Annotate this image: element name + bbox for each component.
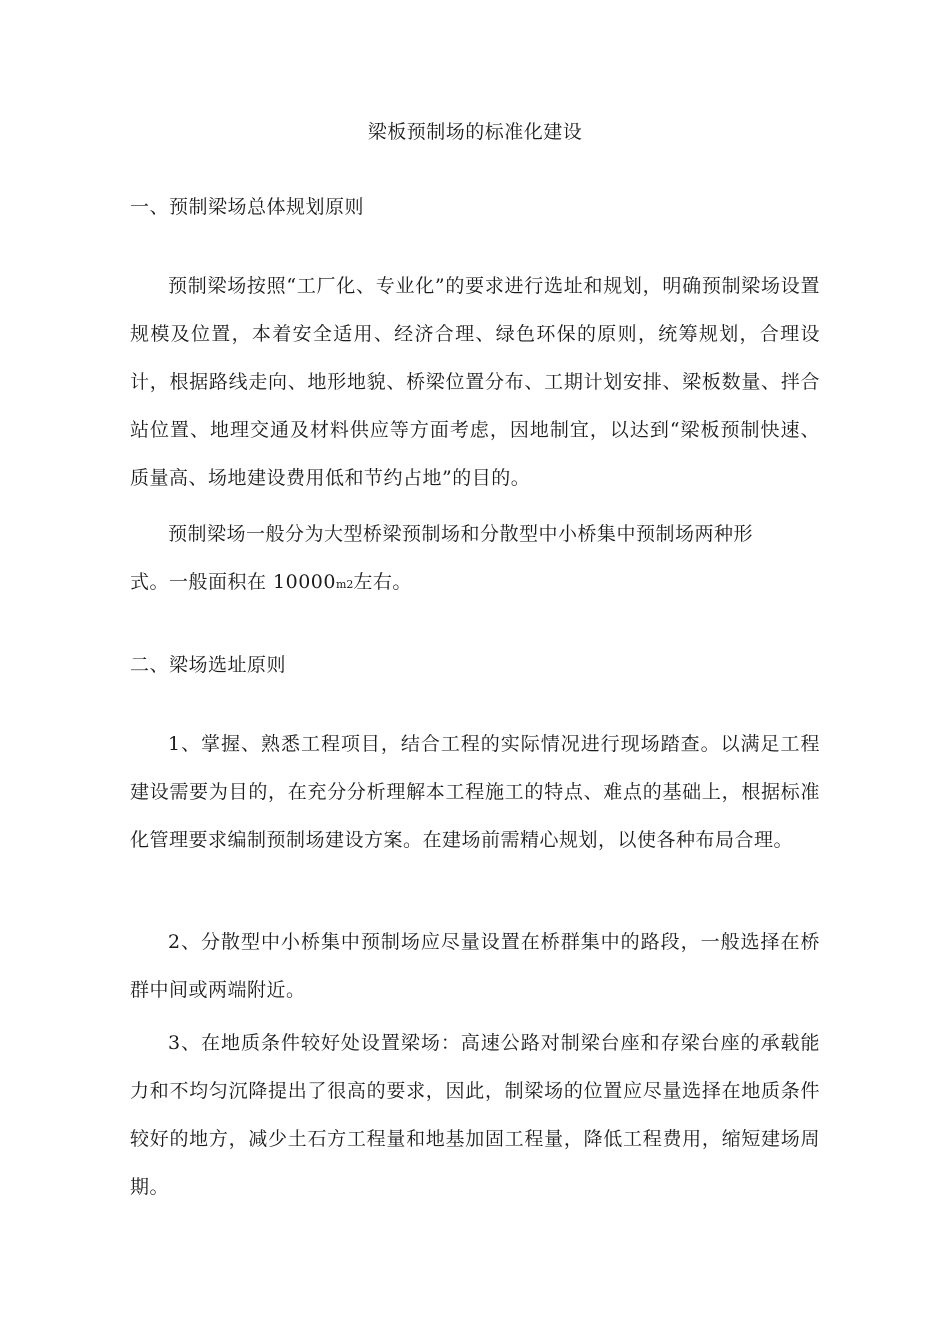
paragraph-planning-principles: 预制梁场按照“工厂化、专业化”的要求进行选址和规划，明确预制梁场设置规模及位置，本着安全适用、经济合理、绿色环保的原则，统筹规划，合理设计，根据路线走向、地形地貌、桥梁位置分布、工期计划安排、梁板数量、拌合站位置、地理交通及材料供应等方面考虑，因地制宜，以达到“梁板预制快速、质量高、场地建设费用低和节约占地”的目的。 [130, 275, 820, 489]
document-title: 梁板预制场的标准化建设 [367, 121, 583, 143]
paragraph-site-types-line1: 预制梁场一般分为大型桥梁预制场和分散型中小桥集中预制场两种形 [168, 523, 754, 545]
area-unit: m2 [335, 578, 354, 591]
site-area-suffix: 左右。 [353, 571, 412, 593]
list-item-1: 1、掌握、熟悉工程项目，结合工程的实际情况进行现场踏查。以满足工程建设需要为目的，在充分分析理解本工程施工的特点、难点的基础上，根据标准化管理要求编制预制场建设方案。在建场前需精心规划，以使各种布局合理。 [130, 733, 820, 851]
section-heading-1: 一、预制梁场总体规划原则 [130, 196, 365, 218]
section-heading-2: 二、梁场选址原则 [130, 654, 287, 676]
paragraph-site-area [130, 558, 820, 609]
site-area-text: 式。一般面积在 10000 [130, 571, 336, 593]
list-item-2: 2、分散型中小桥集中预制场应尽量设置在桥群集中的路段，一般选择在桥群中间或两端附近。 [130, 931, 820, 1001]
list-item-3: 3、在地质条件较好处设置梁场：高速公路对制梁台座和存梁台座的承载能力和不均匀沉降提出了很高的要求，因此，制梁场的位置应尽量选择在地质条件较好的地方，减少土石方工程量和地基加固工程量，降低工程费用，缩短建场周期。 [130, 1032, 820, 1198]
paragraph-site-types [130, 510, 820, 558]
